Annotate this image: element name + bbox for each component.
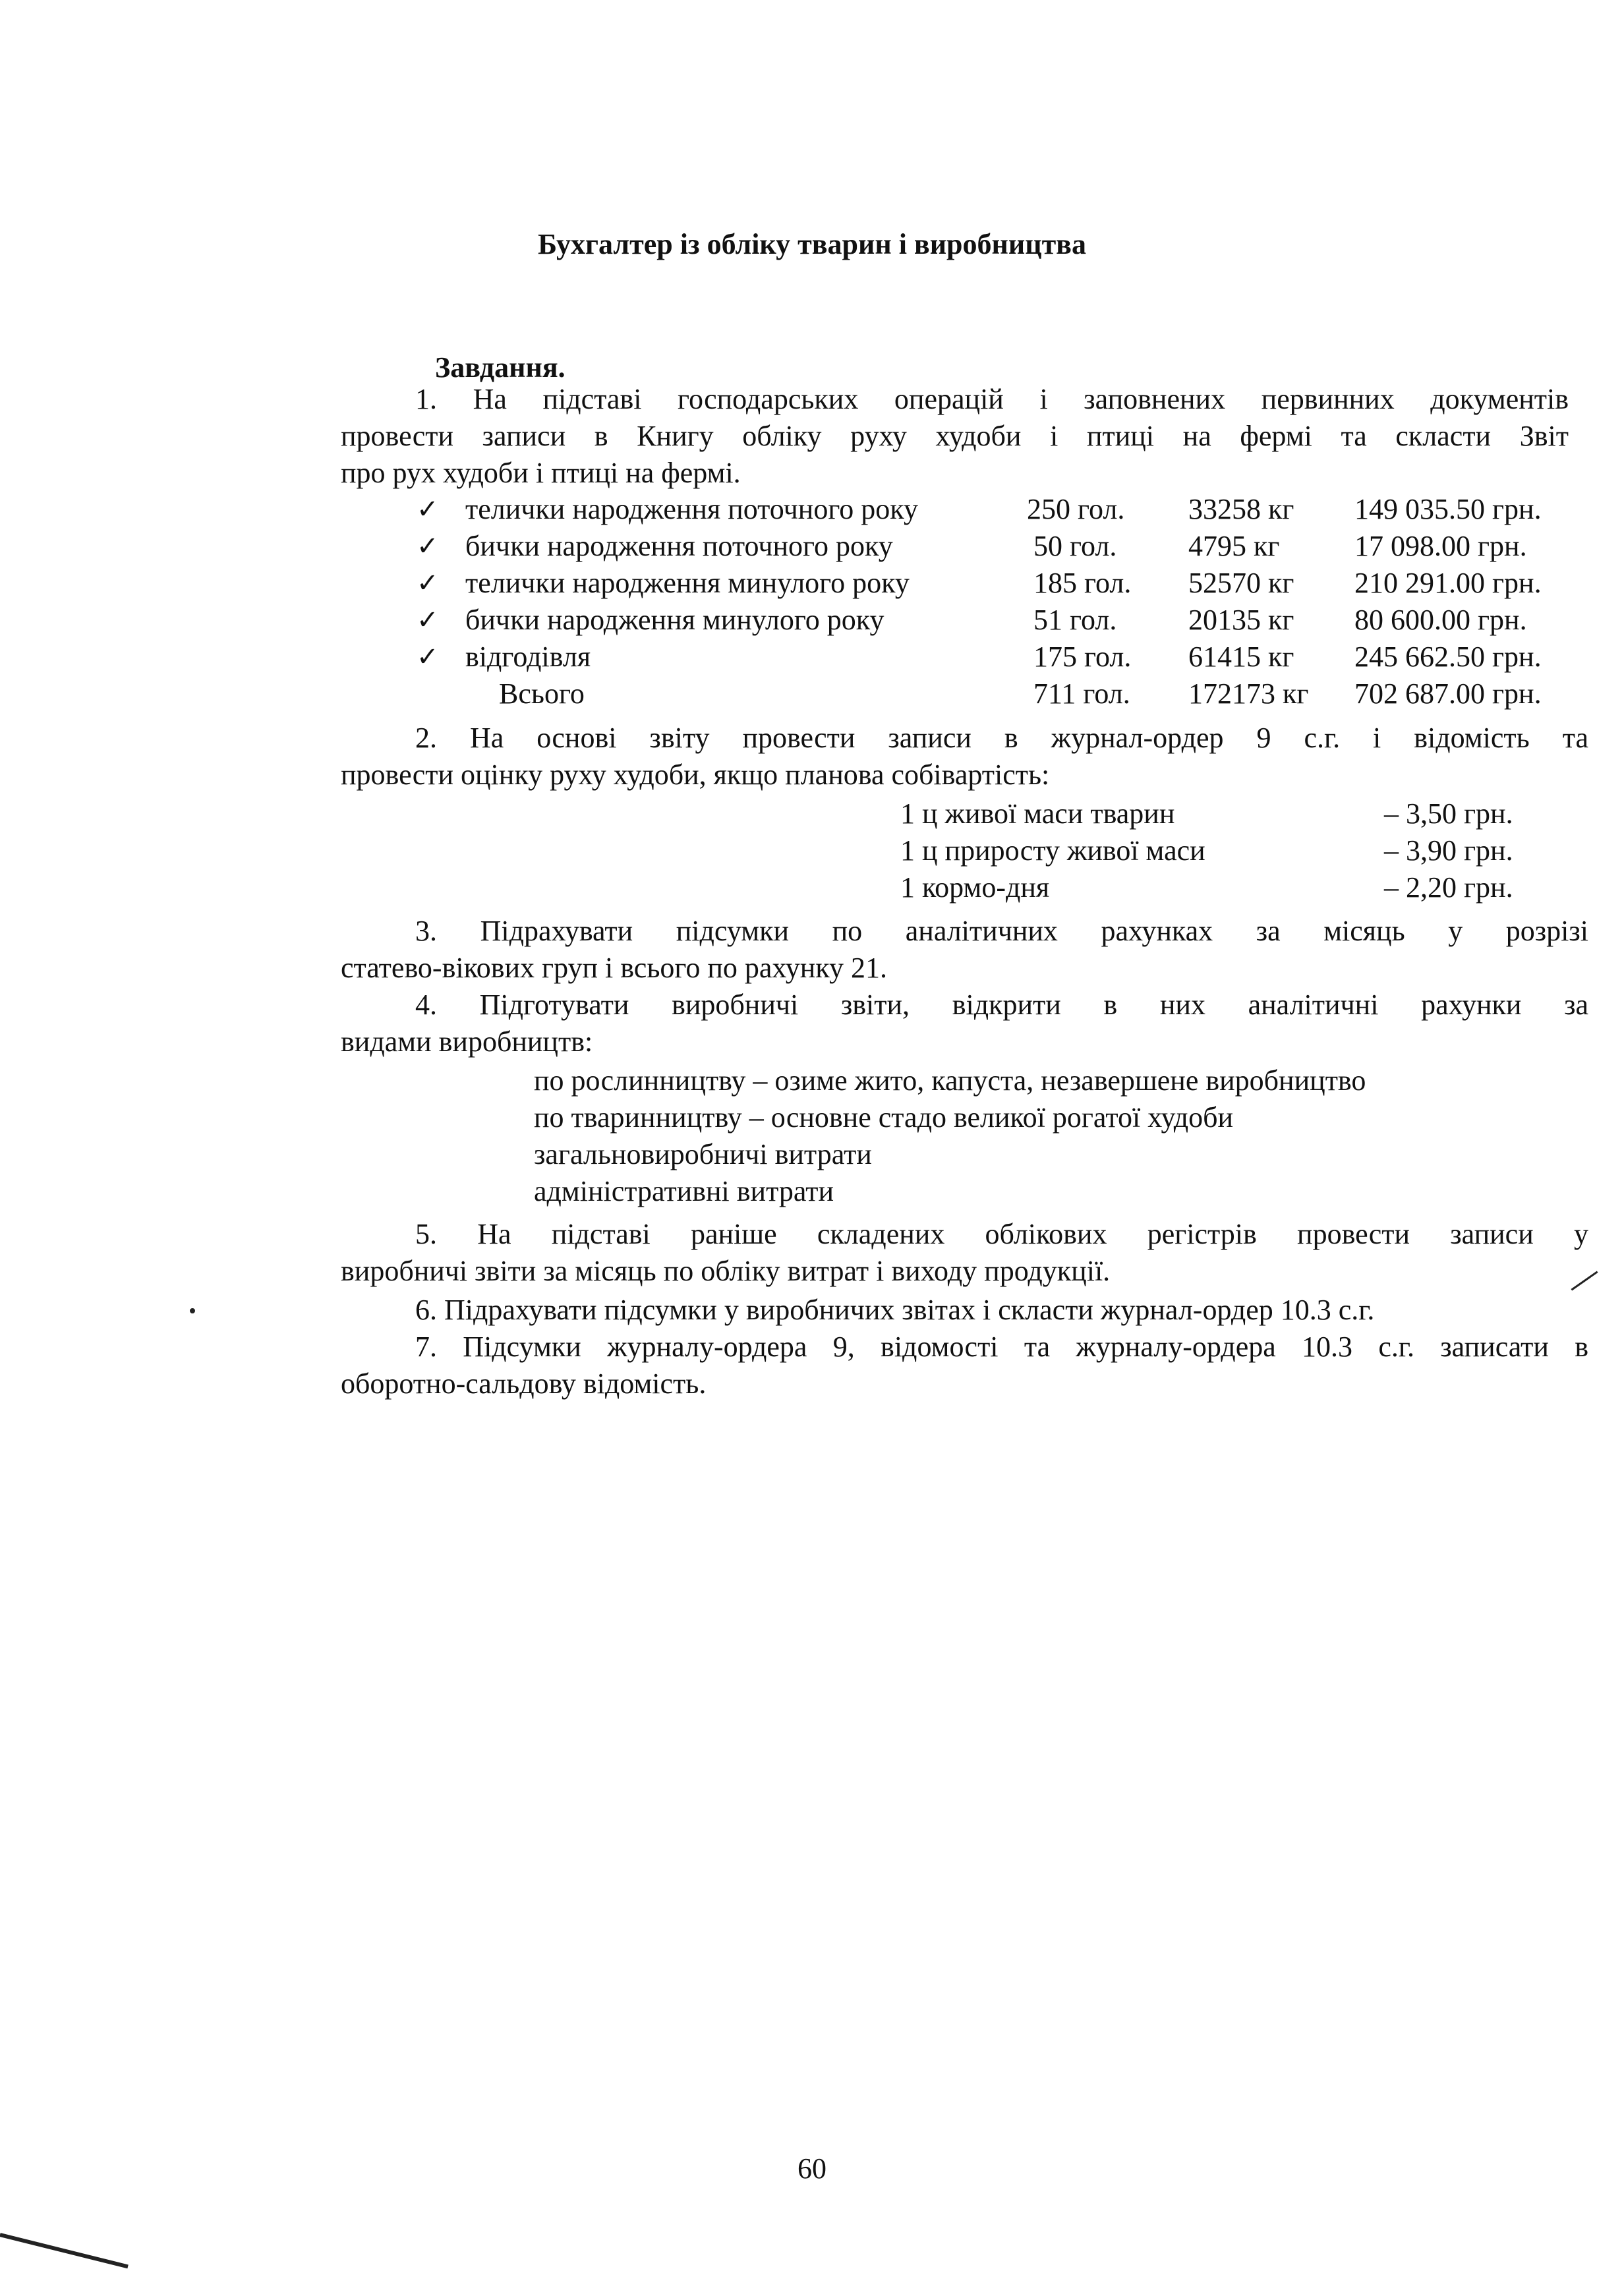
cost-value: – 3,90 грн. — [1384, 834, 1513, 867]
scan-stroke-mark — [1571, 1271, 1598, 1291]
row-heads: 250 гол. — [1027, 493, 1125, 525]
row-name: бички народження минулого року — [465, 604, 884, 636]
task4-line-2: видами виробництв: — [341, 1025, 593, 1058]
row-weight: 20135 кг — [1188, 604, 1294, 636]
row-weight: 52570 кг — [1188, 567, 1294, 599]
check-icon: ✓ — [417, 568, 439, 598]
scan-dot-mark — [190, 1308, 195, 1313]
task4-line-1: 4. Підготувати виробничі звіти, відкрити в них аналітичні рахунки за — [415, 989, 1588, 1021]
row-heads: 51 гол. — [1033, 604, 1117, 636]
total-weight: 172173 кг — [1188, 677, 1309, 710]
cost-value: – 3,50 грн. — [1384, 797, 1513, 830]
row-heads: 50 гол. — [1033, 530, 1117, 562]
total-label: Всього — [499, 677, 585, 710]
total-heads: 711 гол. — [1033, 677, 1130, 710]
task4-item: загальновиробничі витрати — [534, 1138, 872, 1170]
task4-item: по тваринництву – основне стадо великої рогатої худоби — [534, 1101, 1234, 1134]
task3-line-1: 3. Підрахувати підсумки по аналітичних рахунках за місяць у розрізі — [415, 915, 1588, 947]
page-number: 60 — [798, 2152, 826, 2185]
cost-value: – 2,20 грн. — [1384, 871, 1513, 904]
cost-label: 1 ц приросту живої маси — [900, 834, 1205, 867]
cost-label: 1 ц живої маси тварин — [900, 797, 1175, 830]
tasks-heading: Завдання. — [435, 351, 566, 384]
task1-line-1: 1. На підставі господарських операцій і заповнених первинних документів — [415, 383, 1569, 415]
task2-line-1: 2. На основі звіту провести записи в журнал-ордер 9 с.г. і відомість та — [415, 722, 1588, 754]
row-weight: 4795 кг — [1188, 530, 1280, 562]
task7-line-2: оборотно-сальдову відомість. — [341, 1367, 707, 1400]
task1-line-2: провести записи в Книгу обліку руху худоби і птиці на фермі та скласти Звіт — [341, 420, 1569, 452]
task2-line-2: провести оцінку руху худоби, якщо планова собівартість: — [341, 759, 1050, 791]
check-icon: ✓ — [417, 642, 439, 672]
task5-line-1: 5. На підставі раніше складених облікових регістрів провести записи у — [415, 1218, 1588, 1250]
check-icon: ✓ — [417, 494, 439, 525]
page-title: Бухгалтер із обліку тварин і виробництва — [538, 228, 1086, 260]
total-amount: 702 687.00 грн. — [1354, 677, 1542, 710]
row-name: бички народження поточного року — [465, 530, 893, 562]
row-amount: 149 035.50 грн. — [1354, 493, 1542, 525]
row-heads: 175 гол. — [1033, 641, 1132, 673]
row-amount: 210 291.00 грн. — [1354, 567, 1542, 599]
task5-line-2: виробничі звіти за місяць по обліку витрат і виходу продукції. — [341, 1255, 1111, 1287]
row-amount: 17 098.00 грн. — [1354, 530, 1527, 562]
task4-item: адміністративні витрати — [534, 1175, 834, 1207]
task6-line: 6. Підрахувати підсумки у виробничих звітах і скласти журнал-ордер 10.3 с.г. — [415, 1294, 1375, 1326]
row-name: телички народження поточного року — [465, 493, 919, 525]
row-amount: 80 600.00 грн. — [1354, 604, 1527, 636]
row-amount: 245 662.50 грн. — [1354, 641, 1542, 673]
row-name: відгодівля — [465, 641, 591, 673]
row-weight: 61415 кг — [1188, 641, 1294, 673]
task1-line-3: про рух худоби і птиці на фермі. — [341, 457, 741, 489]
task3-line-2: статево-вікових груп і всього по рахунку 21. — [341, 952, 888, 984]
task4-item: по рослинництву – озиме жито, капуста, незавершене виробництво — [534, 1064, 1366, 1097]
row-weight: 33258 кг — [1188, 493, 1294, 525]
check-icon: ✓ — [417, 531, 439, 561]
row-heads: 185 гол. — [1033, 567, 1132, 599]
cost-label: 1 кормо-дня — [900, 871, 1050, 904]
row-name: телички народження минулого року — [465, 567, 910, 599]
scan-edge-mark — [0, 2233, 129, 2268]
task7-line-1: 7. Підсумки журналу-ордера 9, відомості та журналу-ордера 10.3 с.г. записати в — [415, 1331, 1588, 1363]
check-icon: ✓ — [417, 605, 439, 635]
